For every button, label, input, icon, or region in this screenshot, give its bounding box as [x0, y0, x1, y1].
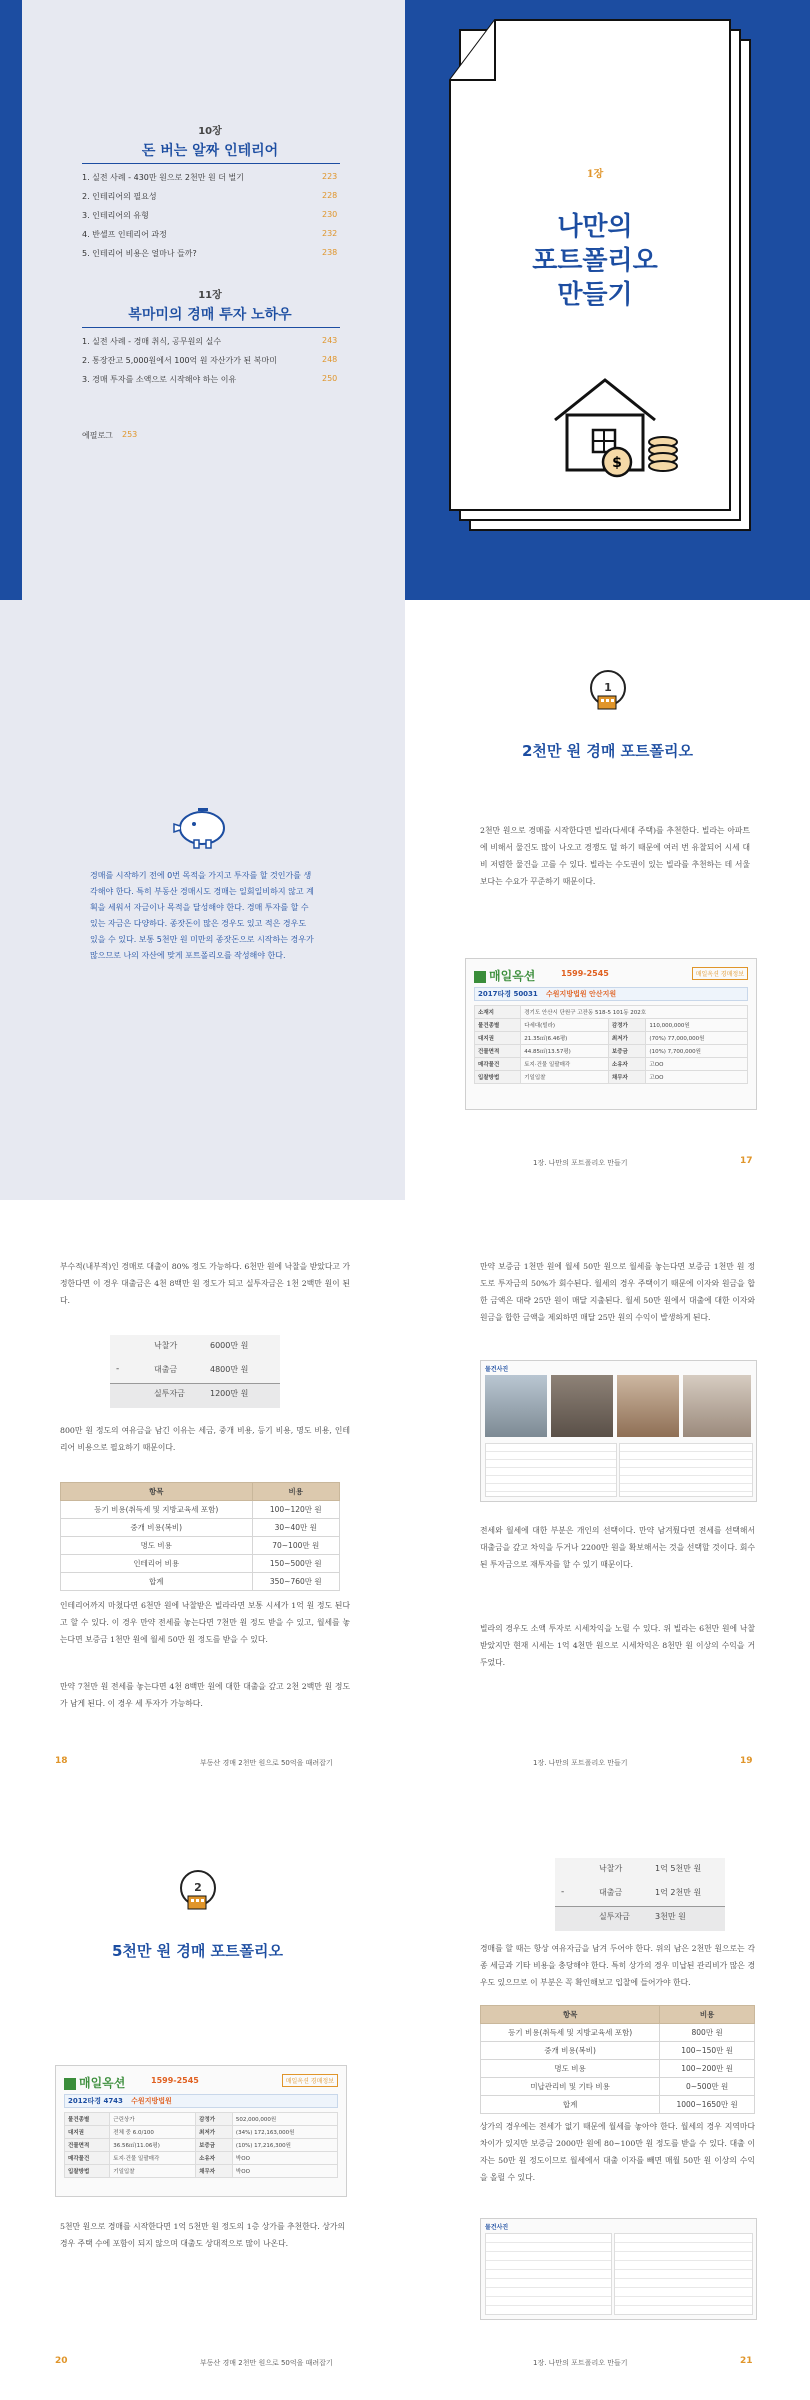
auction-info-table	[474, 1005, 748, 1084]
auction-cell: (34%) 172,163,000원	[232, 2126, 337, 2139]
intro-page	[0, 600, 405, 1200]
auction-cell: 다세대(빌라)	[521, 1019, 609, 1032]
page-number: 21	[740, 2356, 753, 2366]
toc-page	[0, 0, 405, 600]
auction-cell: 대지권	[65, 2126, 110, 2139]
auction-cell: 소재지	[475, 1006, 521, 1019]
auction-badge: 매일옥션 경매정보	[282, 2074, 338, 2087]
page-21	[405, 1800, 810, 2400]
auction-cell: 기일입찰	[110, 2165, 196, 2178]
auction-row	[65, 2152, 338, 2165]
auction-court: 수원지방법원 안산지원	[546, 990, 617, 998]
table-row	[61, 1519, 340, 1537]
auction-cell: 박OO	[232, 2152, 337, 2165]
investment-summary	[110, 1335, 280, 1407]
auction-cell: 건물면적	[475, 1045, 521, 1058]
table-row	[61, 1537, 340, 1555]
auction-history-screenshot	[480, 2218, 757, 2320]
toc-item-page: 250	[322, 374, 338, 383]
building-icon	[186, 1892, 208, 1910]
auction-history-header: 물건사진	[485, 2224, 509, 2231]
page-footer: 1장. 나만의 포트폴리오 만들기	[533, 1759, 628, 1767]
auction-cell: 보증금	[608, 1045, 646, 1058]
table-cell: 1000~1650만 원	[660, 2096, 755, 2114]
section-number: 2	[194, 1881, 202, 1894]
table-cell: 150~500만 원	[252, 1555, 340, 1573]
table-cell: 합계	[61, 1573, 253, 1591]
chapter-title-line1: 나만의	[557, 212, 633, 242]
section-title: 2천만 원 경매 포트폴리오	[521, 742, 693, 760]
auction-cell: 매각물건	[475, 1058, 521, 1071]
auction-row	[475, 1006, 748, 1019]
auction-row	[65, 2113, 338, 2126]
toc-chapter10-title: 돈 버는 알짜 인테리어	[141, 143, 279, 159]
table-cell: 800만 원	[660, 2024, 755, 2042]
summary-label: 실투자금	[599, 1912, 630, 1921]
listing-history-table	[485, 1443, 617, 1497]
toc-divider	[82, 163, 340, 164]
toc-item-label[interactable]: 2. 인테리어의 필요성	[82, 192, 157, 201]
toc-epilogue-label[interactable]: 에필로그	[82, 431, 113, 440]
summary-label: 낙찰가	[599, 1864, 623, 1873]
table-cell: 100~200만 원	[660, 2060, 755, 2078]
minus-sign: -	[561, 1887, 565, 1897]
table-row	[481, 2096, 755, 2114]
auction-court: 수원지방법원	[131, 2097, 172, 2105]
auction-cell: 전체 중 6.0/100	[110, 2126, 196, 2139]
toc-chapter11-title: 복마미의 경매 투자 노하우	[128, 307, 292, 323]
auction-row	[475, 1058, 748, 1071]
auction-row	[65, 2165, 338, 2178]
summary-value: 1200만 원	[210, 1389, 249, 1398]
page-19	[405, 1200, 810, 1800]
auction-cell: 채무자	[196, 2165, 233, 2178]
body-paragraph: 800만 원 정도의 여유금을 남긴 이유는 세금, 중개 비용, 등기 비용, 명도 비용, 인테리어 비용으로 필요하기 때문이다.	[60, 1426, 350, 1452]
toc-item-page: 223	[322, 172, 338, 181]
table-cell: 100~120만 원	[252, 1501, 340, 1519]
body-paragraph: 인테리어까지 마쳤다면 6천만 원에 낙찰받은 빌라라면 보통 시세가 1억 원 정도 된다고 할 수 있다. 이 경우 만약 전세를 놓는다면 7천만 원 정도 받을 수 있고, 월세를 놓는다면 보증금 1천만 원에 월세 50만 원 정도를 받을 수 있다.	[60, 1601, 350, 1644]
auction-photos-header: 물건사진	[485, 1366, 509, 1373]
toc-item-label[interactable]: 1. 실전 사례 - 430만 원으로 2천만 원 더 벌기	[82, 173, 244, 182]
entrance-photo	[617, 1375, 679, 1437]
toc-divider	[82, 327, 340, 328]
table-header-row	[481, 2006, 755, 2024]
auction-phone: 1599-2545	[151, 2076, 199, 2085]
chapter-title-line2: 포트폴리오	[532, 246, 658, 276]
auction-cell: 물건종별	[475, 1019, 521, 1032]
auction-case-no: 2012타경 4743	[68, 2097, 123, 2105]
toc-item-page: 238	[322, 248, 338, 257]
sale-history-table	[619, 1443, 753, 1497]
table-header-cell: 항목	[481, 2006, 660, 2024]
body-paragraph: 경매를 할 때는 항상 여유자금을 남겨 두어야 한다. 위의 남은 2천만 원으로는 각종 세금과 기타 비용을 충당해야 한다. 특히 상가의 경우 미납된 관리비가 많은 경우도 있으므로 이 부분은 꼭 확인해보고 입찰에 들어가야 한다.	[480, 1944, 755, 1987]
table-cell: 100~150만 원	[660, 2042, 755, 2060]
auction-cell: 44.85㎡(13.57평)	[521, 1045, 609, 1058]
sale-history-table	[614, 2233, 753, 2315]
toc-chapter11-number: 11장	[198, 290, 222, 301]
table-header-cell: 비용	[660, 2006, 755, 2024]
auction-cell: 입찰방법	[475, 1071, 521, 1084]
page-18	[0, 1200, 405, 1800]
summary-label: 대출금	[599, 1888, 623, 1897]
auction-cell: 경기도 안산시 단원구 고잔동 518-5 101동 202호	[521, 1006, 748, 1019]
body-paragraph: 빌라의 경우도 소액 투자로 시세차익을 노릴 수 있다. 위 빌라는 6천만 원에 낙찰받았지만 현재 시세는 1억 4천만 원으로 시세차익은 8천만 원 이상의 수익을 거두었다.	[480, 1624, 755, 1667]
auction-photos-screenshot	[480, 1360, 757, 1502]
summary-value: 6000만 원	[210, 1341, 249, 1350]
table-row	[61, 1573, 340, 1591]
table-cell: 중개 비용(복비)	[481, 2042, 660, 2060]
table-row	[481, 2042, 755, 2060]
svg-text:$: $	[612, 455, 622, 471]
auction-cell: (10%) 17,216,300원	[232, 2139, 337, 2152]
table-cell: 합계	[481, 2096, 660, 2114]
auction-cell: 보증금	[196, 2139, 233, 2152]
page-footer: 1장. 나만의 포트폴리오 만들기	[533, 2359, 628, 2367]
chapter-number: 1장	[586, 169, 604, 180]
toc-item-label[interactable]: 5. 인테리어 비용은 얼마나 들까?	[82, 249, 197, 258]
toc-item-page: 248	[322, 355, 338, 364]
auction-cell: 토지·건물 일괄매각	[521, 1058, 609, 1071]
table-cell: 명도 비용	[61, 1537, 253, 1555]
auction-cell: 소유자	[608, 1058, 646, 1071]
toc-item-label[interactable]: 4. 반셀프 인테리어 과정	[82, 230, 167, 239]
auction-case-bar	[64, 2094, 338, 2108]
auction-row	[475, 1032, 748, 1045]
investment-summary	[555, 1858, 725, 1930]
auction-badge: 매일옥션 경매정보	[692, 967, 748, 980]
table-cell: 명도 비용	[481, 2060, 660, 2078]
chapter-title-line3: 만들기	[557, 280, 633, 310]
building-photo	[485, 1375, 547, 1437]
auction-cell: 근린상가	[110, 2113, 196, 2126]
body-paragraph: 5천만 원으로 경매를 시작한다면 1억 5천만 원 정도의 1층 상가를 추천한다. 상가의 경우 주택 수에 포함이 되지 않으며 대출도 상대적으로 많이 나온다.	[60, 2222, 345, 2248]
toc-item-label[interactable]: 1. 실전 사례 - 경매 취식, 공무원의 실수	[82, 337, 222, 346]
page-number: 20	[55, 2356, 68, 2366]
toc-left-border	[0, 0, 22, 600]
auction-cell: (10%) 7,700,000원	[646, 1045, 748, 1058]
auction-listing-screenshot	[55, 2065, 347, 2197]
auction-brand-logo	[64, 2074, 125, 2091]
auction-cell: 고OO	[646, 1071, 748, 1084]
table-row	[61, 1501, 340, 1519]
auction-cell: 고OO	[646, 1058, 748, 1071]
auction-cell: 감정가	[196, 2113, 233, 2126]
table-cell: 70~100만 원	[252, 1537, 340, 1555]
piggy-bank-icon	[172, 800, 232, 850]
page-number: 19	[740, 1756, 753, 1766]
table-cell: 등기 비용(취득세 및 지방교육세 포함)	[481, 2024, 660, 2042]
summary-value: 1억 5천만 원	[655, 1864, 702, 1873]
body-paragraph: 만약 보증금 1천만 원에 월세 50만 원으로 월세를 놓는다면 보증금 1천만 원 정도로 투자금의 50%가 회수된다. 월세의 경우 주택이기 때문에 이자와 원금을 합한 금액은 대략 25만 원이 매달 지출된다. 월세 50만 원에서 대출에 대한 이자와 원금을 합한 금액을 제외하면 매달 25만 원의 수익이 발생하게 된다.	[480, 1262, 755, 1322]
toc-item-page: 230	[322, 210, 338, 219]
summary-value: 4800만 원	[210, 1365, 249, 1374]
auction-cell: 502,000,000원	[232, 2113, 337, 2126]
auction-phone: 1599-2545	[561, 969, 609, 978]
table-cell: 0~500만 원	[660, 2078, 755, 2096]
auction-cell: 토지·건물 일괄매각	[110, 2152, 196, 2165]
auction-cell: 감정가	[608, 1019, 646, 1032]
auction-cell: 36.56㎡(11.06평)	[110, 2139, 196, 2152]
chapter-cover	[405, 0, 810, 600]
auction-case-no: 2017타경 50031	[478, 990, 538, 998]
toc-item-page: 243	[322, 336, 338, 345]
intro-text: 경매를 시작하기 전에 0번 목적을 가지고 투자를 할 것인가를 생각해야 한다. 특히 부동산 경매시도 경매는 일회일비하지 않고 계획을 세워서 자금이나 목적을 달성해야 한다. 경매 투자를 할 수 있는 자금은 다양하다. 종잣돈이 많은 경우도 있고 적은 경우도 있을 수 있다. 보통 5천만 원 미만의 종잣돈으로 시작하는 경우가 많으므로 나의 자산에 맞게 포트폴리오를 작성해야 한다.	[90, 871, 314, 960]
auction-listing-screenshot	[465, 958, 757, 1110]
cost-table	[480, 2005, 755, 2114]
page-footer: 부동산 경매 2천만 원으로 50억을 때려잡기	[200, 2359, 333, 2367]
summary-label: 대출금	[154, 1365, 178, 1374]
building-icon	[596, 692, 618, 710]
section-number: 1	[604, 681, 612, 694]
table-header-cell: 항목	[61, 1483, 253, 1501]
street-photo	[683, 1375, 751, 1437]
house-money-icon	[545, 370, 685, 480]
table-cell: 인테리어 비용	[61, 1555, 253, 1573]
table-cell: 350~760만 원	[252, 1573, 340, 1591]
minus-sign: -	[116, 1364, 120, 1374]
auction-brand-logo	[474, 967, 535, 984]
page-footer: 부동산 경매 2천만 원으로 50억을 때려잡기	[200, 1759, 333, 1767]
toc-item-label[interactable]: 3. 인테리어의 유형	[82, 211, 149, 220]
auction-cell: 물건종별	[65, 2113, 110, 2126]
auction-brand: 매일옥션	[79, 2076, 126, 2090]
toc-epilogue-page: 253	[122, 430, 138, 439]
auction-row	[65, 2139, 338, 2152]
table-cell: 등기 비용(취득세 및 지방교육세 포함)	[61, 1501, 253, 1519]
summary-label: 낙찰가	[154, 1341, 178, 1350]
auction-cell: 21.35㎡(6.46평)	[521, 1032, 609, 1045]
toc-chapter10-number: 10장	[198, 126, 222, 137]
table-cell: 미납관리비 및 기타 비용	[481, 2078, 660, 2096]
auction-cell: 최저가	[608, 1032, 646, 1045]
section-title: 5천만 원 경매 포트폴리오	[111, 1942, 283, 1960]
page-number: 18	[55, 1756, 68, 1766]
table-header-cell: 비용	[252, 1483, 340, 1501]
page-number: 17	[740, 1156, 753, 1166]
auction-cell: 대지권	[475, 1032, 521, 1045]
auction-cell: 건물면적	[65, 2139, 110, 2152]
auction-cell: 매각물건	[65, 2152, 110, 2165]
table-cell: 중개 비용(복비)	[61, 1519, 253, 1537]
auction-cell: (70%) 77,000,000원	[646, 1032, 748, 1045]
auction-row	[475, 1045, 748, 1058]
auction-cell: 소유자	[196, 2152, 233, 2165]
summary-value: 3천만 원	[655, 1912, 686, 1921]
chapter-title	[485, 210, 705, 312]
cost-table	[60, 1482, 340, 1591]
body-paragraph: 전세와 월세에 대한 부분은 개인의 선택이다. 만약 남겨뒀다면 전세를 선택해서 대출금을 갚고 차익을 두거나 2200만 원을 확보해서는 것을 선택할 것이다. 회수된 투자금으로 재투자를 할 수 있기 때문이다.	[480, 1526, 755, 1569]
table-row	[481, 2024, 755, 2042]
page-20	[0, 1800, 405, 2400]
body-paragraph: 부수적(내부적)인 경매로 대출이 80% 정도 가능하다. 6천만 원에 낙찰을 받았다고 가정한다면 이 경우 대출금은 4천 8백만 원 정도가 되고 실투자금은 1천 2백만 원이 된다.	[60, 1262, 350, 1305]
table-row	[61, 1555, 340, 1573]
body-paragraph: 상가의 경우에는 전세가 없기 때문에 월세를 놓아야 한다. 월세의 경우 지역마다 차이가 있지만 보증금 2000만 원에 80~100만 원 정도를 받을 수 있다. 대출 이자는 50만 원 정도이므로 월세에서 대출 이자를 빼면 매월 50만 원 이상의 수익을 올릴 수 있다.	[480, 2122, 755, 2182]
auction-case-bar	[474, 987, 748, 1001]
door-photo	[551, 1375, 613, 1437]
table-row	[481, 2060, 755, 2078]
page-footer: 1장. 나만의 포트폴리오 만들기	[533, 1159, 628, 1167]
listing-history-table	[485, 2233, 612, 2315]
toc-item-page: 232	[322, 229, 338, 238]
table-header-row	[61, 1483, 340, 1501]
auction-cell: 박OO	[232, 2165, 337, 2178]
auction-cell: 기일입찰	[521, 1071, 609, 1084]
toc-item-label[interactable]: 3. 경매 투자를 소액으로 시작해야 하는 이유	[82, 375, 237, 384]
summary-label: 실투자금	[154, 1389, 185, 1398]
auction-cell: 110,000,000원	[646, 1019, 748, 1032]
auction-cell: 채무자	[608, 1071, 646, 1084]
toc-item-label[interactable]: 2. 통장잔고 5,000원에서 100억 원 자산가가 된 복마미	[82, 356, 277, 365]
page-17	[405, 600, 810, 1200]
summary-value: 1억 2천만 원	[655, 1888, 702, 1897]
body-paragraph: 만약 7천만 원 전세를 놓는다면 4천 8백만 원에 대한 대출을 갚고 2천 2백만 원 정도가 남게 된다. 이 경우 세 투자가 가능하다.	[60, 1682, 350, 1708]
toc-item-page: 228	[322, 191, 338, 200]
body-paragraph: 2천만 원으로 경매를 시작한다면 빌라(다세대 주택)를 추천한다. 빌라는 아파트에 비해서 물건도 많이 나오고 경쟁도 덜 하기 때문에 여러 번 유찰되어 시세 대비 저렴한 물건을 고를 수 있다. 빌라는 수도권이 있는 빌라를 추천하는 데 서울보다는 수요가 꾸준하기 때문이다.	[480, 826, 750, 886]
auction-cell: 입찰방법	[65, 2165, 110, 2178]
auction-info-table	[64, 2112, 338, 2178]
auction-row	[475, 1071, 748, 1084]
auction-row	[65, 2126, 338, 2139]
auction-brand: 매일옥션	[489, 969, 536, 983]
table-row	[481, 2078, 755, 2096]
auction-cell: 최저가	[196, 2126, 233, 2139]
auction-row	[475, 1019, 748, 1032]
table-cell: 30~40만 원	[252, 1519, 340, 1537]
